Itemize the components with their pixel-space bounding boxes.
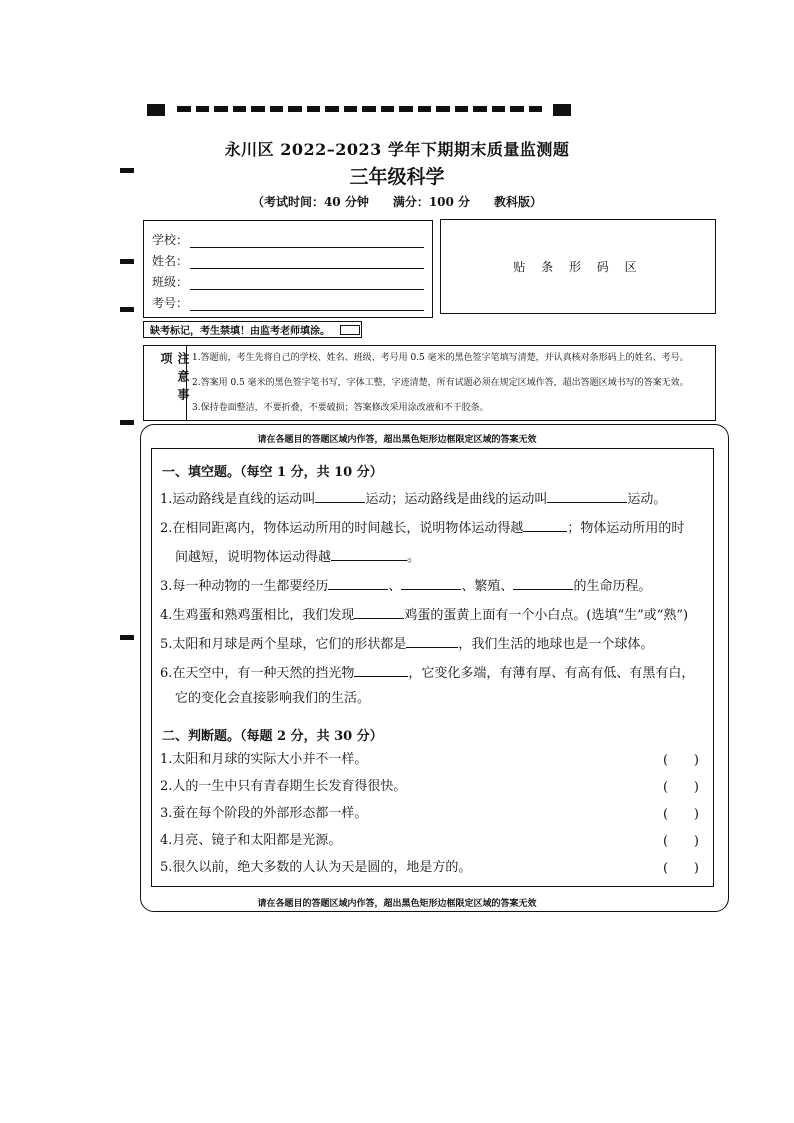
question-4 — [160, 606, 688, 623]
q2-text-b: ；物体运动所用的时 — [567, 521, 685, 536]
paren-close: ) — [693, 807, 699, 822]
exam-subject: 三年级科学 — [349, 166, 445, 188]
q3-text-b: 、 — [388, 579, 402, 594]
note-item: 2.答案用 0.5 毫米的黑色签字笔书写，字体工整，字迹清楚，所有试题必须在规定区域作答，超出答题区域书写的答案无效。 — [192, 378, 689, 388]
side-mark — [120, 259, 134, 264]
name-label: 姓名： — [152, 254, 189, 268]
question-1 — [160, 490, 666, 507]
region-note-top: 请在各题目的答题区域内作答，超出黑色矩形边框限定区域的答案无效 — [257, 435, 537, 445]
q2-text-d: 。 — [407, 550, 421, 565]
judge-item-1: 1.太阳和月球的实际大小并不一样。 — [160, 752, 368, 767]
q3-text-a: 3.每一种动物的一生都要经历 — [160, 579, 329, 594]
q2-text-c: 间越短，说明物体运动得越 — [175, 550, 332, 565]
judge-answer-2[interactable] — [663, 780, 699, 795]
answer-blank[interactable] — [331, 548, 407, 561]
judge-answer-3[interactable] — [663, 807, 699, 822]
paren-close: ) — [693, 753, 699, 768]
q1-text-b: 运动；运动路线是曲线的运动叫 — [365, 492, 548, 507]
notes-heading: 注意事项 — [159, 352, 190, 406]
registration-dash-row — [177, 106, 542, 112]
answer-blank[interactable] — [547, 490, 627, 503]
note-item: 1.答题前，考生先将自己的学校、姓名、班级、考号用 0.5 毫米的黑色签字笔填写清楚，并认真核对条形码上的姓名、考号。 — [192, 353, 689, 363]
class-line[interactable] — [190, 277, 424, 290]
question-5 — [160, 635, 653, 652]
school-field[interactable] — [152, 231, 424, 248]
paren-open: ( — [663, 861, 669, 876]
section1-title: 一、填空题。（每空 1 分，共 10 分） — [162, 465, 383, 480]
paren-open: ( — [663, 780, 669, 795]
paren-close: ) — [693, 861, 699, 876]
q6-text-c: 它的变化会直接影响我们的生活。 — [175, 691, 371, 706]
q3-text-d: 的生命历程。 — [573, 579, 652, 594]
side-mark — [120, 307, 134, 312]
answer-blank[interactable] — [328, 577, 388, 590]
question-2 — [160, 519, 684, 536]
paren-open: ( — [663, 807, 669, 822]
judge-item-3: 3.蚕在每个阶段的外部形态都一样。 — [160, 806, 368, 821]
class-label: 班级： — [152, 275, 189, 289]
exam-number-line[interactable] — [190, 298, 424, 311]
judge-item-5: 5.很久以前，绝大多数的人认为天是圆的，地是方的。 — [160, 860, 472, 875]
name-field[interactable] — [152, 252, 424, 269]
answer-blank[interactable] — [406, 635, 458, 648]
question-6-cont — [175, 692, 370, 706]
exam-number-label: 考号： — [152, 296, 189, 310]
q4-text-b: 鸡蛋的蛋黄上面有一个小白点。(选填“生”或“熟”) — [404, 608, 689, 623]
answer-blank[interactable] — [315, 490, 365, 503]
question-3 — [160, 577, 651, 594]
judge-answer-4[interactable] — [663, 834, 699, 849]
absent-mark-box — [143, 321, 362, 338]
school-label: 学校： — [152, 233, 189, 247]
paren-close: ) — [693, 834, 699, 849]
exam-meta: （考试时间：40 分钟 满分：100 分 教科版） — [251, 195, 543, 209]
q3-text-c: 、繁殖、 — [461, 579, 514, 594]
side-mark — [120, 420, 134, 425]
q5-text-b: ，我们生活的地球也是一个球体。 — [458, 637, 654, 652]
judge-item-2: 2.人的一生中只有青春期生长发育得很快。 — [160, 779, 407, 794]
side-mark — [120, 635, 134, 640]
judge-answer-1[interactable] — [663, 753, 699, 768]
absent-note: 缺考标记，考生禁填！由监考老师填涂。 — [150, 326, 330, 337]
answer-blank[interactable] — [513, 577, 573, 590]
class-field[interactable] — [152, 273, 424, 290]
paren-close: ) — [693, 780, 699, 795]
registration-mark-top-right — [553, 104, 571, 116]
answer-blank[interactable] — [401, 577, 461, 590]
exam-title: 永川区 2022–2023 学年下期期末质量监测题 — [224, 140, 570, 159]
q2-text-a: 2.在相同距离内，物体运动所用的时间越长，说明物体运动得越 — [160, 521, 524, 536]
name-line[interactable] — [190, 256, 424, 269]
q6-text-a: 6.在天空中，有一种天然的挡光物 — [160, 666, 355, 681]
q1-text-c: 运动。 — [627, 492, 667, 507]
barcode-area — [440, 219, 716, 314]
section2-title: 二、判断题。（每题 2 分，共 30 分） — [162, 729, 383, 744]
question-6 — [160, 664, 694, 681]
judge-item-4: 4.月亮、镜子和太阳都是光源。 — [160, 833, 342, 848]
exam-number-field[interactable] — [152, 294, 424, 311]
q1-text-a: 1.运动路线是直线的运动叫 — [160, 492, 316, 507]
answer-blank[interactable] — [354, 664, 408, 677]
answer-blank[interactable] — [354, 606, 404, 619]
answer-blank[interactable] — [523, 519, 567, 532]
q4-text-a: 4.生鸡蛋和熟鸡蛋相比，我们发现 — [160, 608, 355, 623]
barcode-label: 贴 条 形 码 区 — [513, 260, 643, 274]
region-note-bottom: 请在各题目的答题区域内作答，超出黑色矩形边框限定区域的答案无效 — [257, 899, 537, 909]
question-2-cont — [175, 548, 420, 565]
judge-answer-5[interactable] — [663, 861, 699, 876]
school-line[interactable] — [190, 235, 424, 248]
absent-checkbox[interactable] — [340, 325, 360, 335]
q5-text-a: 5.太阳和月球是两个星球，它们的形状都是 — [160, 637, 407, 652]
note-item: 3.保持卷面整洁，不要折叠，不要破损；答案修改采用涂改液和不干胶条。 — [192, 403, 489, 413]
paren-open: ( — [663, 753, 669, 768]
registration-mark-top-left — [147, 104, 165, 116]
paren-open: ( — [663, 834, 669, 849]
q6-text-b: ，它变化多端，有薄有厚、有高有低、有黑有白， — [408, 666, 695, 681]
